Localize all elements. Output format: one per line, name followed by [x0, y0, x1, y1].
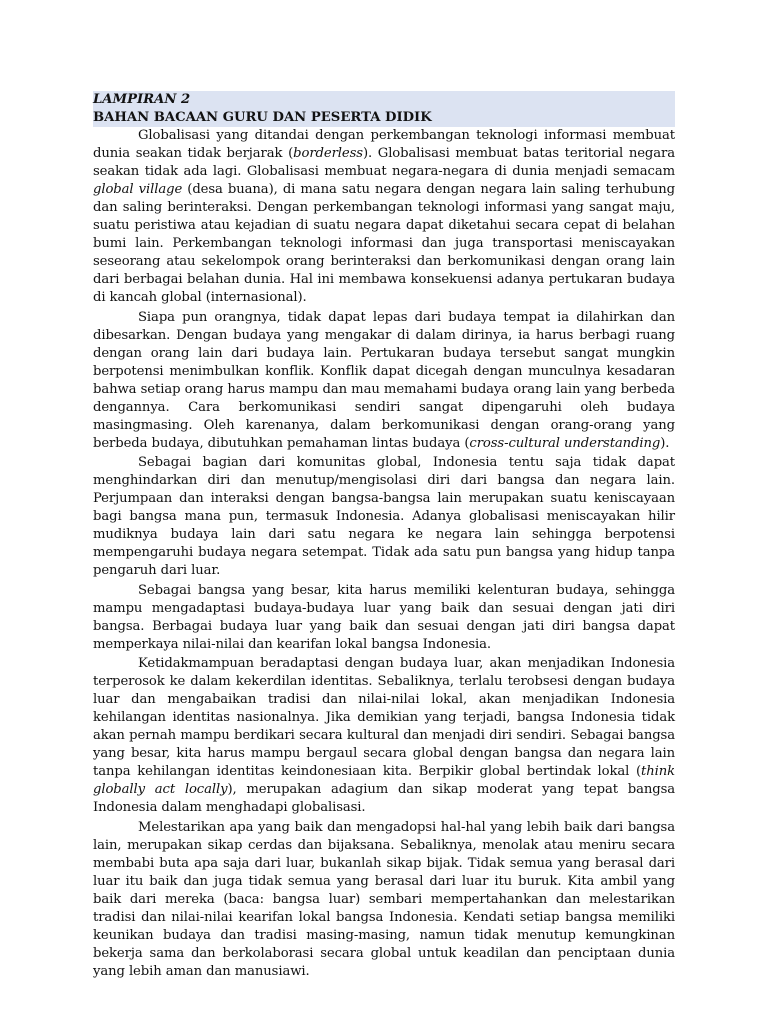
italic-term: think globally act locally — [93, 764, 675, 797]
appendix-label: LAMPIRAN 2 — [93, 92, 191, 107]
body-text — [93, 127, 675, 981]
text-run: ). Globalisasi membuat batas teritorial negara seakan tidak ada lagi. Globalisasi membuat negara-negara di dunia menjadi semacam — [93, 146, 676, 179]
italic-term: borderless — [293, 146, 363, 161]
text-run: Ketidakmampuan beradaptasi dengan budaya luar, akan menjadikan Indonesia terperosok ke dalam kekerdilan identitas. Sebaliknya, terlalu terobsesi dengan budaya luar dan mengabaikan tradisi dan nilai-nilai lokal, akan menjadikan Indonesia kehilangan identitas nasionalnya. Jika demikian yang terjadi, bangsa Indonesia tidak akan pernah mampu berdikari secara kultural dan menjadi diri sendiri. Sebagai bangsa yang besar, kita harus mampu bergaul secara global dengan bangsa dan negara lain tanpa kehilangan identitas keindonesiaan kita. Berpikir global bertindak lokal ( — [93, 656, 675, 779]
document-page — [93, 91, 675, 982]
italic-term: cross-cultural understanding — [469, 435, 661, 451]
paragraph — [93, 454, 675, 580]
text-run: Sebagai bagian dari komunitas global, Indonesia tentu saja tidak dapat menghindarkan diri dan menutup/mengisolasi diri dari bangsa dan negara lain. Perjumpaan dan interaksi dengan bangsa-bangsa lain merupakan suatu keniscayaan bagi bangsa mana pun, termasuk Indonesia. Adanya globalisasi meniscayakan hilir mudiknya budaya lain dari satu negara ke negara lain sehingga berpotensi mempengaruhi budaya negara setempat. Tidak ada satu pun bangsa yang hidup tanpa pengaruh dari luar. — [93, 455, 675, 578]
paragraph — [93, 309, 675, 453]
paragraph — [93, 655, 675, 817]
document-title: BAHAN BACAAN GURU DAN PESERTA DIDIK — [93, 110, 432, 125]
text-run: ). — [660, 435, 670, 451]
paragraph — [93, 127, 675, 307]
text-run: (desa buana), di mana satu negara dengan negara lain saling terhubung dan saling berinteraksi. Dengan perkembangan teknologi informasi yang sangat maju, suatu peristiwa atau kejadian di suatu negara dapat diketahui secara cepat di belahan bumi lain. Perkembangan teknologi informasi dan juga transportasi meniscayakan seseorang atau sekelompok orang berinteraksi dan berkomunikasi dengan orang lain dari berbagai belahan dunia. Hal ini membawa konsekuensi adanya pertukaran budaya di kancah global (internasional). — [93, 182, 675, 305]
paragraph — [93, 582, 675, 654]
heading-band — [93, 91, 675, 127]
text-run: Siapa pun orangnya, tidak dapat lepas dari budaya tempat ia dilahirkan dan dibesarkan. Dengan budaya yang mengakar di dalam dirinya, ia harus berbagi ruang dengan orang lain dari budaya lain. Pertukaran budaya tersebut sangat mungkin berpotensi menimbulkan konflik. Konflik dapat dicegah dengan munculnya kesadaran bahwa setiap orang harus mampu dan mau memahami budaya orang lain yang berbeda dengannya. Cara berkomunikasi sendiri sangat dipengaruhi oleh budaya masingmasing. Oleh karenanya, dalam berkomunikasi dengan orang-orang yang berbeda budaya, dibutuhkan pemahaman lintas budaya ( — [93, 309, 675, 451]
italic-term: global village — [93, 182, 183, 197]
text-run: Melestarikan apa yang baik dan mengadopsi hal-hal yang lebih baik dari bangsa lain, merupakan sikap cerdas dan bijaksana. Sebaliknya, menolak atau meniru secara membabi buta apa saja dari luar, bukanlah sikap bijak. Tidak semua yang berasal dari luar itu baik dan juga tidak semua yang berasal dari luar itu buruk. Kita ambil yang baik dari mereka (baca: bangsa luar) sembari mempertahankan dan melestarikan tradisi dan nilai-nilai kearifan lokal bangsa Indonesia. Kendati setiap bangsa memiliki keunikan budaya dan tradisi masing-masing, namun tidak menutup kemungkinan bekerja sama dan berkolaborasi secara global untuk keadilan dan penciptaan dunia yang lebih aman dan manusiawi. — [93, 819, 675, 979]
text-run: ), merupakan adagium dan sikap moderat yang tepat bangsa Indonesia dalam menghadapi globalisasi. — [93, 782, 675, 815]
text-run: Globalisasi yang ditandai dengan perkembangan teknologi informasi membuat dunia seakan tidak berjarak ( — [93, 128, 675, 161]
text-run: Sebagai bangsa yang besar, kita harus memiliki kelenturan budaya, sehingga mampu mengadaptasi budaya-budaya luar yang baik dan sesuai dengan jati diri bangsa. Berbagai budaya luar yang baik dan sesuai dengan jati diri bangsa dapat memperkaya nilai-nilai dan kearifan lokal bangsa Indonesia. — [93, 582, 675, 652]
paragraph — [93, 819, 675, 981]
